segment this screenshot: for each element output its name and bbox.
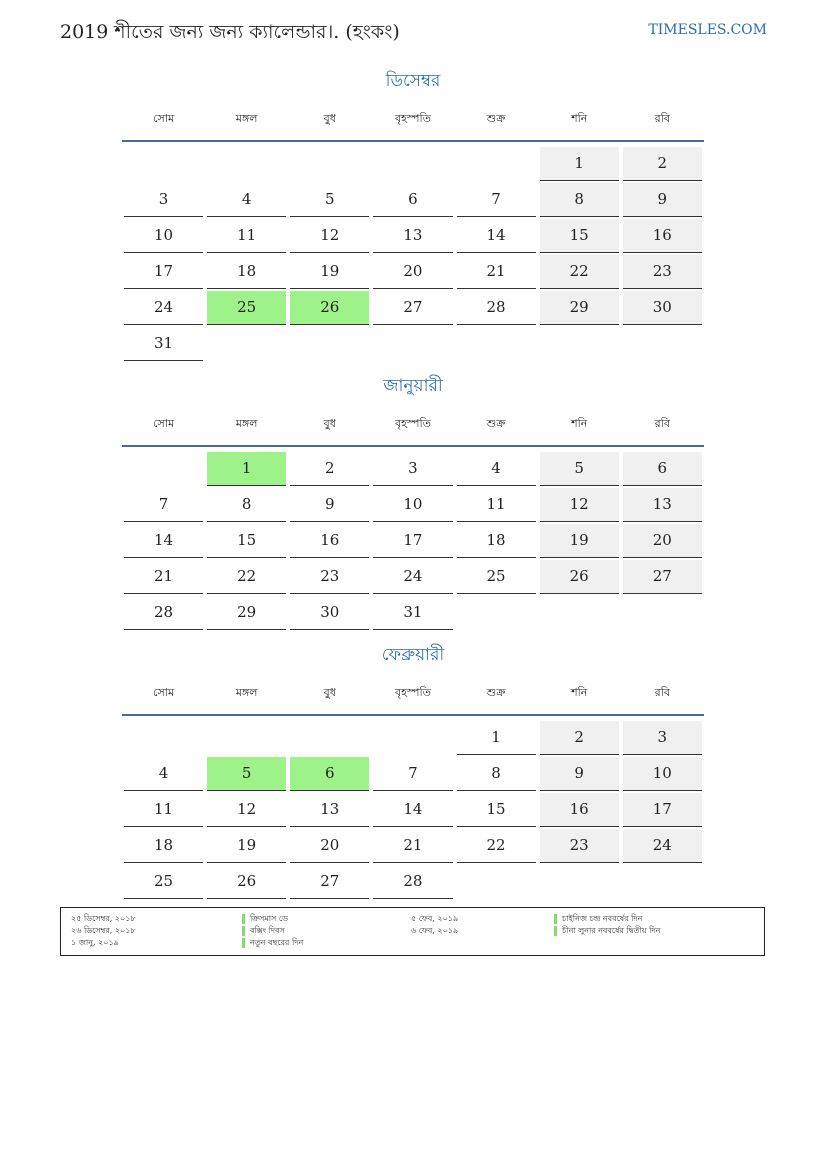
legend-color-marker	[242, 938, 245, 948]
day-cell[interactable]: 26	[207, 865, 286, 899]
month-january	[122, 373, 704, 630]
month-title: ডিসেম্বর	[385, 71, 441, 91]
day-cell[interactable]: 1	[207, 452, 286, 486]
empty-day-cell	[540, 596, 619, 630]
day-cell[interactable]: 30	[623, 291, 702, 325]
week-row	[122, 289, 704, 325]
weekday-label: শনি	[571, 111, 588, 125]
weekday-label: রবি	[654, 111, 670, 125]
empty-day-cell	[540, 865, 619, 899]
week-row	[122, 558, 704, 594]
day-cell[interactable]: 8	[540, 183, 619, 217]
legend-row	[61, 937, 764, 949]
day-cell[interactable]: 22	[207, 560, 286, 594]
day-cell[interactable]: 6	[373, 183, 452, 217]
day-cell[interactable]: 13	[623, 488, 702, 522]
empty-day-cell	[457, 147, 536, 181]
weekday-label: বুধ	[323, 416, 336, 430]
day-cell[interactable]: 27	[373, 291, 452, 325]
day-cell[interactable]: 7	[373, 757, 452, 791]
weekday-label: সোম	[153, 685, 175, 699]
weekday-label: শুক্র	[486, 416, 506, 430]
weekday-header	[122, 98, 704, 142]
weekday-header	[122, 672, 704, 716]
empty-day-cell	[124, 721, 203, 755]
week-row	[122, 827, 704, 863]
day-cell[interactable]: 28	[124, 596, 203, 630]
holiday-legend	[60, 907, 765, 956]
day-cell[interactable]: 23	[623, 255, 702, 289]
week-row	[122, 522, 704, 558]
day-cell[interactable]: 11	[207, 219, 286, 253]
empty-day-cell	[290, 147, 369, 181]
day-cell[interactable]: 31	[373, 596, 452, 630]
empty-day-cell	[290, 721, 369, 755]
day-cell[interactable]: 19	[207, 829, 286, 863]
day-cell[interactable]: 16	[540, 793, 619, 827]
day-cell[interactable]: 8	[457, 757, 536, 791]
day-cell[interactable]: 14	[124, 524, 203, 558]
legend-color-marker	[554, 926, 557, 936]
day-cell[interactable]: 3	[124, 183, 203, 217]
day-cell[interactable]: 1	[457, 721, 536, 755]
day-cell[interactable]: 24	[373, 560, 452, 594]
month-december	[122, 68, 704, 361]
day-cell[interactable]: 17	[373, 524, 452, 558]
weekday-label: বৃহস্পতি	[394, 416, 431, 430]
day-cell[interactable]: 16	[290, 524, 369, 558]
day-cell[interactable]: 5	[207, 757, 286, 791]
day-cell[interactable]: 7	[457, 183, 536, 217]
day-cell[interactable]: 5	[540, 452, 619, 486]
weekday-label: রবি	[654, 685, 670, 699]
legend-holiday-name: বক্সিং দিবস	[250, 926, 285, 935]
week-row	[122, 755, 704, 791]
day-cell[interactable]: 23	[290, 560, 369, 594]
empty-day-cell	[623, 327, 702, 361]
legend-date: ২৫ ডিসেম্বর, ২০১৮	[71, 914, 136, 923]
weekday-label: মঙ্গল	[235, 416, 258, 430]
month-february	[122, 642, 704, 899]
day-cell[interactable]: 28	[373, 865, 452, 899]
empty-day-cell	[124, 147, 203, 181]
week-row	[122, 719, 704, 755]
day-cell[interactable]: 23	[540, 829, 619, 863]
empty-day-cell	[373, 147, 452, 181]
weekday-label: সোম	[153, 111, 175, 125]
legend-date: ২৬ ডিসেম্বর, ২০১৮	[71, 926, 136, 935]
day-cell[interactable]: 20	[290, 829, 369, 863]
day-cell[interactable]: 27	[290, 865, 369, 899]
week-row	[122, 863, 704, 899]
day-cell[interactable]: 22	[540, 255, 619, 289]
day-cell[interactable]: 21	[124, 560, 203, 594]
empty-day-cell	[540, 327, 619, 361]
day-cell[interactable]: 9	[290, 488, 369, 522]
day-cell[interactable]: 10	[124, 219, 203, 253]
day-cell[interactable]: 21	[373, 829, 452, 863]
empty-day-cell	[207, 147, 286, 181]
empty-day-cell	[457, 865, 536, 899]
legend-row	[61, 925, 764, 937]
empty-day-cell	[373, 327, 452, 361]
day-cell[interactable]: 9	[540, 757, 619, 791]
day-cell[interactable]: 29	[540, 291, 619, 325]
day-cell[interactable]: 25	[207, 291, 286, 325]
day-cell[interactable]: 24	[623, 829, 702, 863]
legend-holiday-name: নতুন বছরের দিন	[250, 938, 304, 947]
weekday-label: সোম	[153, 416, 175, 430]
legend-holiday-name: ক্রিসমাস ডে	[250, 914, 288, 923]
day-cell[interactable]: 29	[207, 596, 286, 630]
weekday-header	[122, 403, 704, 447]
day-cell[interactable]: 14	[457, 219, 536, 253]
day-cell[interactable]: 18	[124, 829, 203, 863]
weekday-label: শুক্র	[486, 111, 506, 125]
empty-day-cell	[457, 327, 536, 361]
day-cell[interactable]: 6	[290, 757, 369, 791]
legend-color-marker	[554, 914, 557, 924]
day-cell[interactable]: 12	[290, 219, 369, 253]
empty-day-cell	[623, 596, 702, 630]
weekday-label: শনি	[571, 416, 588, 430]
legend-date: ১ জানু, ২০১৯	[71, 938, 119, 947]
week-row	[122, 791, 704, 827]
day-cell[interactable]: 11	[457, 488, 536, 522]
empty-day-cell	[457, 596, 536, 630]
weekday-label: বুধ	[323, 111, 336, 125]
day-cell[interactable]: 28	[457, 291, 536, 325]
empty-day-cell	[373, 721, 452, 755]
day-cell[interactable]: 27	[623, 560, 702, 594]
weekday-label: রবি	[654, 416, 670, 430]
day-cell[interactable]: 13	[373, 219, 452, 253]
empty-day-cell	[207, 327, 286, 361]
week-row	[122, 325, 704, 361]
day-cell[interactable]: 4	[207, 183, 286, 217]
day-cell[interactable]: 25	[124, 865, 203, 899]
day-cell[interactable]: 17	[124, 255, 203, 289]
weekday-label: বৃহস্পতি	[394, 111, 431, 125]
week-row	[122, 181, 704, 217]
day-cell[interactable]: 10	[623, 757, 702, 791]
empty-day-cell	[623, 865, 702, 899]
day-cell[interactable]: 17	[623, 793, 702, 827]
week-row	[122, 450, 704, 486]
week-row	[122, 594, 704, 630]
day-cell[interactable]: 19	[290, 255, 369, 289]
weekday-label: বৃহস্পতি	[394, 685, 431, 699]
month-title: ফেব্রুয়ারী	[381, 645, 445, 665]
day-cell[interactable]: 16	[623, 219, 702, 253]
week-row	[122, 145, 704, 181]
empty-day-cell	[290, 327, 369, 361]
page-title: 2019 শীতের জন্য জন্য ক্যালেন্ডার।. (হংকং)	[60, 21, 400, 43]
day-cell[interactable]: 19	[540, 524, 619, 558]
weekday-label: বুধ	[323, 685, 336, 699]
empty-day-cell	[124, 452, 203, 486]
day-cell[interactable]: 14	[373, 793, 452, 827]
day-cell[interactable]: 6	[623, 452, 702, 486]
day-cell[interactable]: 30	[290, 596, 369, 630]
day-cell[interactable]: 15	[457, 793, 536, 827]
day-cell[interactable]: 8	[207, 488, 286, 522]
legend-row	[61, 913, 764, 925]
day-cell[interactable]: 12	[207, 793, 286, 827]
day-cell[interactable]: 18	[207, 255, 286, 289]
day-cell[interactable]: 3	[373, 452, 452, 486]
site-link[interactable]: TIMESLES.COM	[648, 22, 767, 38]
day-cell[interactable]: 11	[124, 793, 203, 827]
day-cell[interactable]: 2	[623, 147, 702, 181]
week-row	[122, 253, 704, 289]
week-row	[122, 217, 704, 253]
day-cell[interactable]: 2	[290, 452, 369, 486]
day-cell[interactable]: 2	[540, 721, 619, 755]
day-cell[interactable]: 22	[457, 829, 536, 863]
day-cell[interactable]: 15	[540, 219, 619, 253]
day-cell[interactable]: 13	[290, 793, 369, 827]
weekday-label: মঙ্গল	[235, 685, 258, 699]
legend-holiday-name: চীনা লুনার নববর্ষের দ্বিতীয় দিন	[562, 926, 661, 935]
day-cell[interactable]: 24	[124, 291, 203, 325]
day-cell[interactable]: 7	[124, 488, 203, 522]
legend-date: ৫ ফেব, ২০১৯	[411, 914, 459, 923]
month-title: জানুয়ারী	[383, 376, 443, 396]
day-cell[interactable]: 18	[457, 524, 536, 558]
weekday-label: মঙ্গল	[235, 111, 258, 125]
week-row	[122, 486, 704, 522]
legend-date: ৬ ফেব, ২০১৯	[411, 926, 459, 935]
day-cell[interactable]: 26	[290, 291, 369, 325]
day-cell[interactable]: 3	[623, 721, 702, 755]
day-cell[interactable]: 12	[540, 488, 619, 522]
empty-day-cell	[207, 721, 286, 755]
day-cell[interactable]: 31	[124, 327, 203, 361]
legend-holiday-name: চাইনিজ চন্দ্র নববর্ষের দিন	[562, 914, 643, 923]
day-cell[interactable]: 20	[623, 524, 702, 558]
day-cell[interactable]: 20	[373, 255, 452, 289]
day-cell[interactable]: 15	[207, 524, 286, 558]
day-cell[interactable]: 5	[290, 183, 369, 217]
weekday-label: শনি	[571, 685, 588, 699]
day-cell[interactable]: 4	[457, 452, 536, 486]
weekday-label: শুক্র	[486, 685, 506, 699]
day-cell[interactable]: 26	[540, 560, 619, 594]
day-cell[interactable]: 9	[623, 183, 702, 217]
day-cell[interactable]: 21	[457, 255, 536, 289]
day-cell[interactable]: 4	[124, 757, 203, 791]
day-cell[interactable]: 10	[373, 488, 452, 522]
day-cell[interactable]: 25	[457, 560, 536, 594]
day-cell[interactable]: 1	[540, 147, 619, 181]
